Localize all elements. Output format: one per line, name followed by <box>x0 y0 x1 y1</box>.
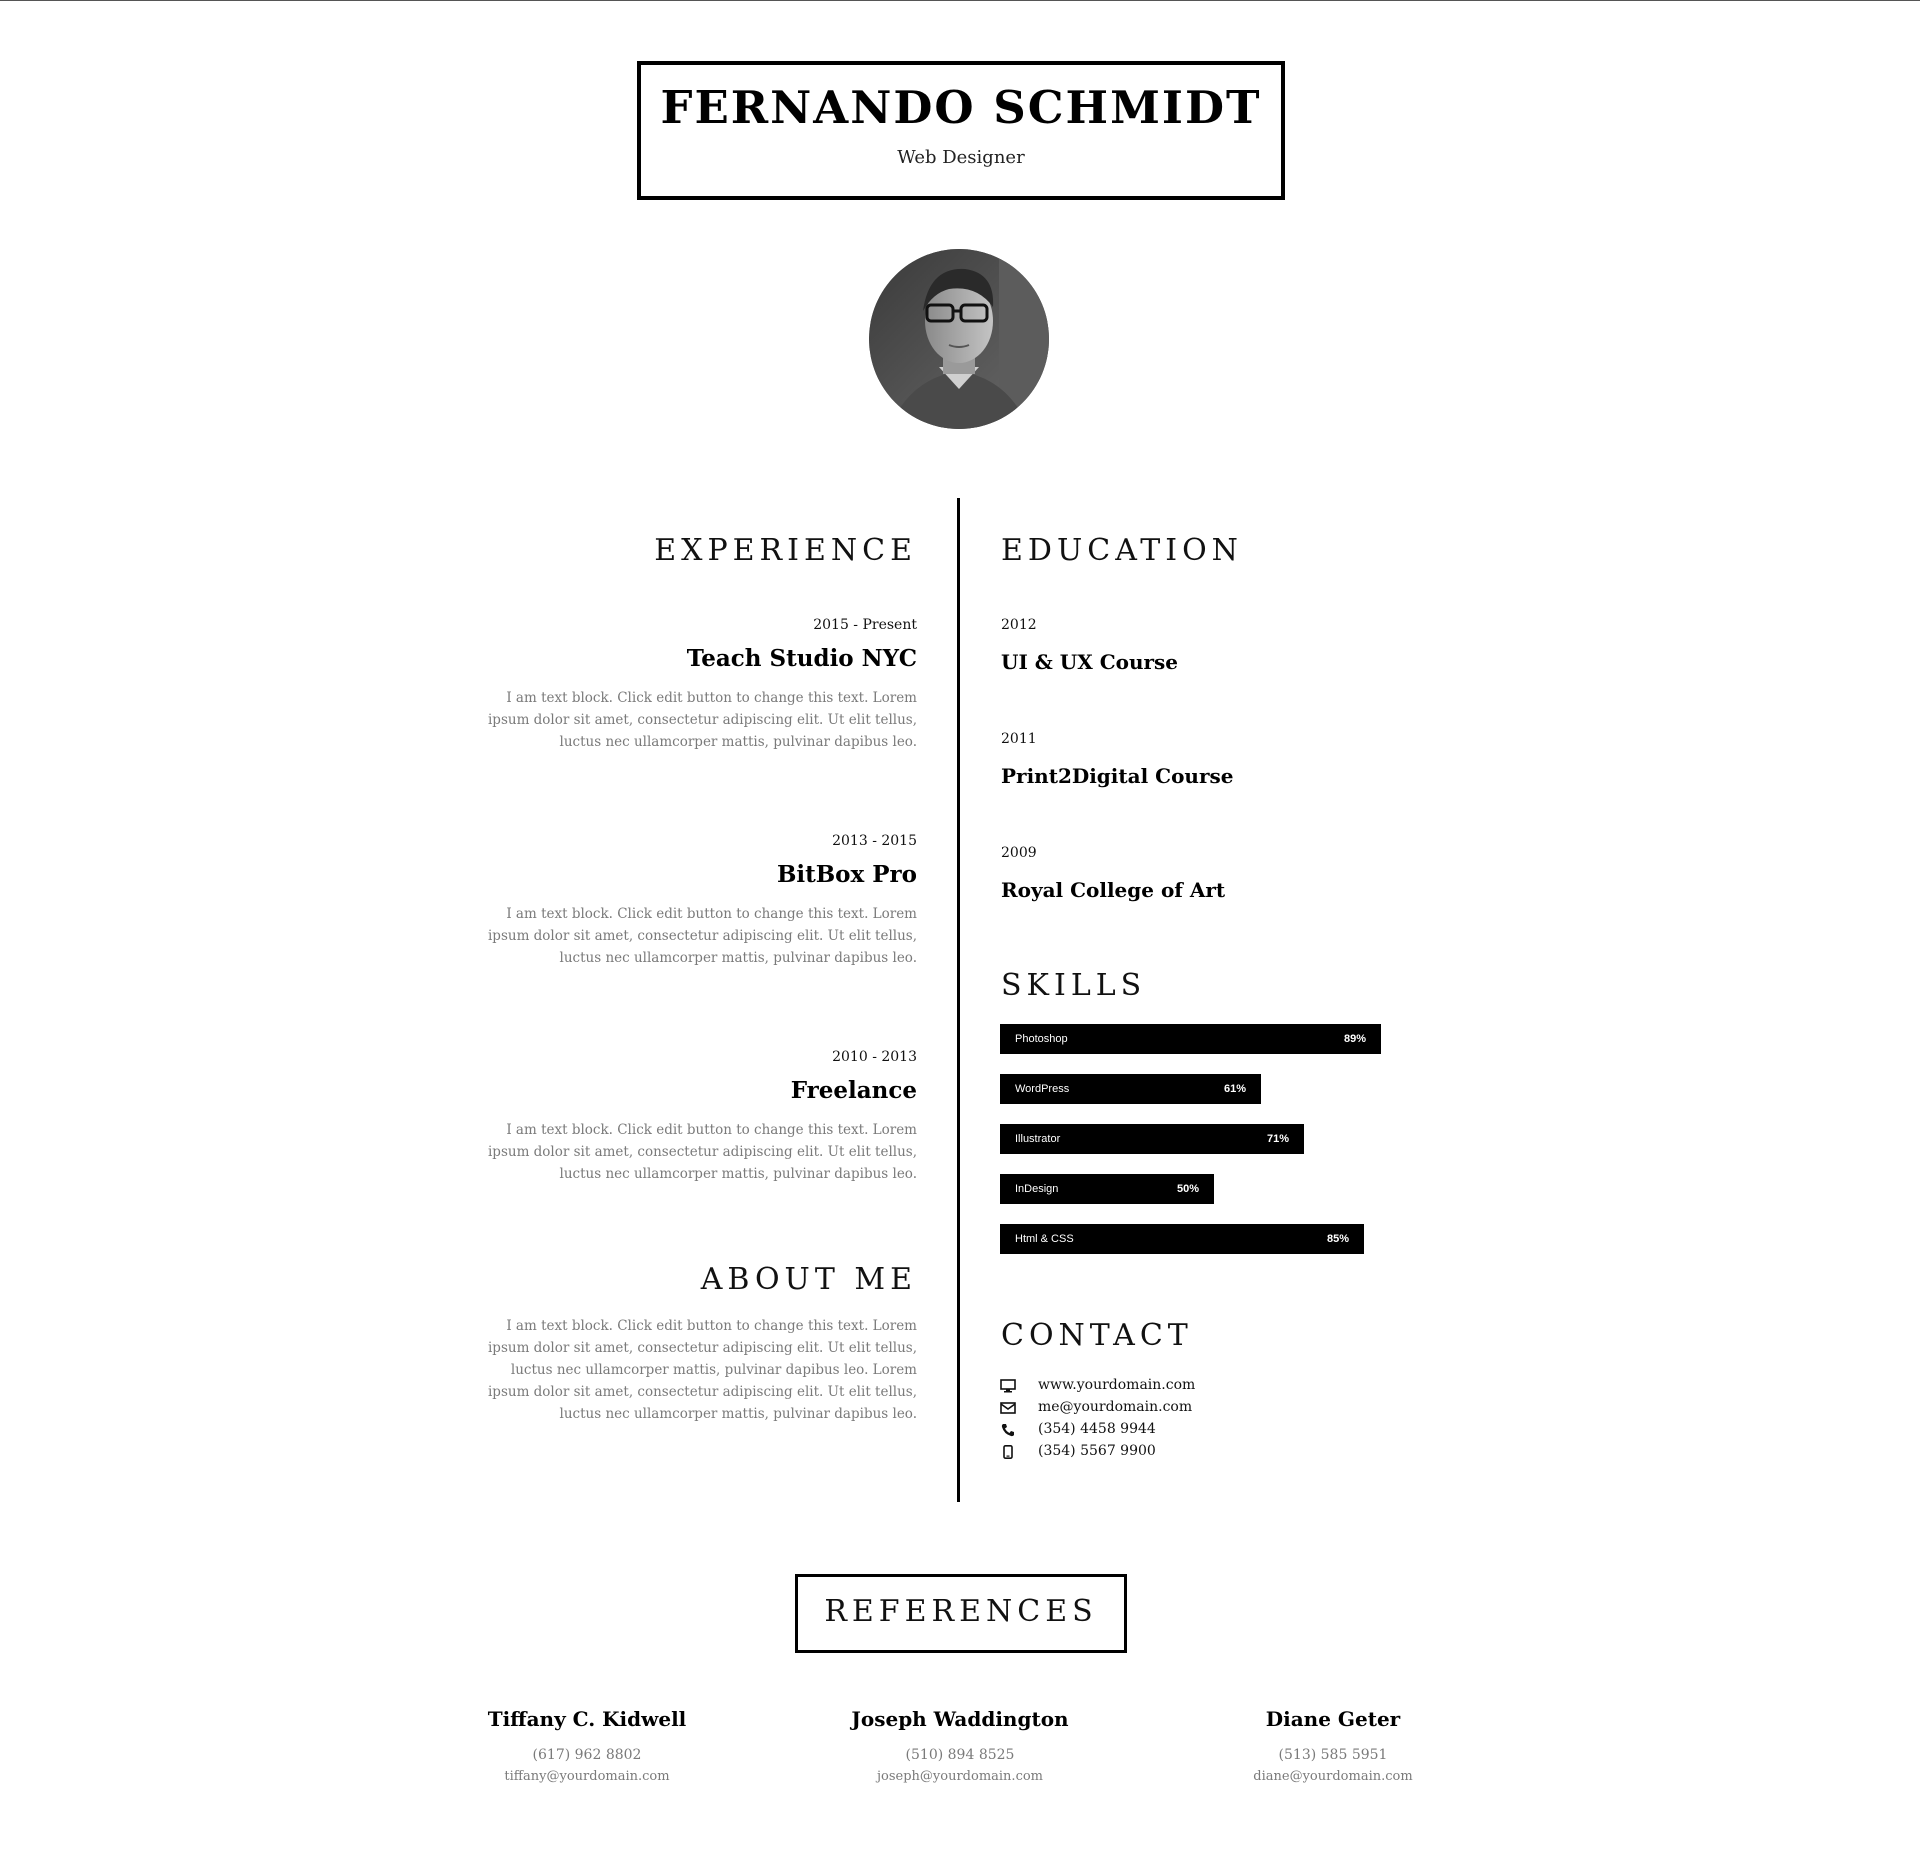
header-name-box <box>637 61 1285 200</box>
phone-icon <box>1000 1422 1016 1436</box>
contact-mobile-text: (354) 5567 9900 <box>1038 1443 1156 1459</box>
references-title-box <box>795 1574 1127 1653</box>
skill-percent: 71% <box>1266 1133 1289 1145</box>
skills-list <box>1000 1024 1400 1274</box>
reference-phone: (617) 962 8802 <box>532 1747 642 1763</box>
skill-bar <box>1000 1224 1364 1254</box>
education-year: 2012 <box>1001 617 1037 633</box>
experience-date: 2010 - 2013 <box>832 1049 917 1065</box>
experience-company: Teach Studio NYC <box>686 645 917 672</box>
reference-email[interactable]: diane@yourdomain.com <box>1253 1769 1413 1784</box>
reference-email[interactable]: tiffany@yourdomain.com <box>504 1769 670 1784</box>
envelope-icon <box>1000 1400 1016 1414</box>
skill-bar <box>1000 1124 1304 1154</box>
contact-website[interactable] <box>1000 1374 1300 1396</box>
reference-phone: (513) 585 5951 <box>1278 1747 1388 1763</box>
reference-name: Joseph Waddington <box>851 1707 1069 1731</box>
reference-name: Tiffany C. Kidwell <box>487 1707 687 1731</box>
top-border-line <box>0 0 1920 1</box>
contact-phone[interactable] <box>1000 1418 1300 1440</box>
contact-title: CONTACT <box>1001 1318 1193 1353</box>
experience-date: 2015 - Present <box>813 617 917 633</box>
skill-bar <box>1000 1074 1261 1104</box>
reference-card <box>810 1705 1110 1788</box>
education-course: Royal College of Art <box>1001 878 1226 902</box>
contact-list <box>1000 1374 1300 1462</box>
education-course: Print2Digital Course <box>1001 764 1234 788</box>
skill-bar <box>1000 1174 1214 1204</box>
skill-name: Html & CSS <box>1015 1233 1074 1245</box>
reference-card <box>1183 1705 1483 1788</box>
experience-date: 2013 - 2015 <box>832 833 917 849</box>
reference-name: Diane Geter <box>1265 1707 1401 1731</box>
education-course: UI & UX Course <box>1001 650 1179 674</box>
avatar-portrait <box>869 249 1049 429</box>
education-item <box>1001 616 1361 676</box>
avatar <box>869 249 1049 429</box>
person-name: FERNANDO SCHMIDT <box>660 81 1262 134</box>
education-year: 2009 <box>1001 845 1037 861</box>
mobile-icon <box>1000 1444 1016 1458</box>
monitor-icon <box>1000 1378 1016 1392</box>
skill-name: Illustrator <box>1015 1133 1061 1145</box>
skill-name: WordPress <box>1015 1083 1070 1095</box>
skills-title: SKILLS <box>1001 968 1147 1003</box>
reference-card <box>437 1705 737 1788</box>
reference-phone: (510) 894 8525 <box>905 1747 1015 1763</box>
about-description: I am text block. Click edit button to change this text. Lorem ipsum dolor sit amet, consectetur adipiscing elit. Ut elit tellus, luctus nec ullamcorper mattis, pulvinar dapibus leo. Lorem ipsum dolor sit amet, consectetur adipiscing elit. Ut elit tellus, luctus nec ullamcorper mattis, pulvinar dapibus leo. <box>487 1318 917 1422</box>
reference-email[interactable]: joseph@yourdomain.com <box>877 1769 1043 1784</box>
contact-email[interactable] <box>1000 1396 1300 1418</box>
references-title: REFERENCES <box>824 1594 1098 1629</box>
contact-website-text: www.yourdomain.com <box>1038 1377 1196 1393</box>
experience-description: I am text block. Click edit button to change this text. Lorem ipsum dolor sit amet, consectetur adipiscing elit. Ut elit tellus, luctus nec ullamcorper mattis, pulvinar dapibus leo. <box>487 1122 917 1182</box>
skill-percent: 61% <box>1223 1083 1246 1095</box>
skill-name: InDesign <box>1015 1183 1059 1195</box>
experience-description: I am text block. Click edit button to change this text. Lorem ipsum dolor sit amet, consectetur adipiscing elit. Ut elit tellus, luctus nec ullamcorper mattis, pulvinar dapibus leo. <box>487 906 917 966</box>
about-title: ABOUT ME <box>700 1262 917 1297</box>
education-item <box>1001 730 1361 790</box>
column-divider <box>957 498 960 1502</box>
about-block <box>487 1315 917 1425</box>
skill-percent: 85% <box>1326 1233 1349 1245</box>
skill-bar <box>1000 1024 1381 1054</box>
experience-description: I am text block. Click edit button to change this text. Lorem ipsum dolor sit amet, consectetur adipiscing elit. Ut elit tellus, luctus nec ullamcorper mattis, pulvinar dapibus leo. <box>487 690 917 750</box>
education-title: EDUCATION <box>1001 533 1243 568</box>
education-year: 2011 <box>1001 731 1037 747</box>
skill-percent: 50% <box>1176 1183 1199 1195</box>
experience-item <box>487 1048 917 1185</box>
person-role: Web Designer <box>897 147 1025 168</box>
experience-title: EXPERIENCE <box>654 533 917 568</box>
experience-item <box>487 616 917 753</box>
experience-company: BitBox Pro <box>776 861 917 888</box>
skill-percent: 89% <box>1343 1033 1366 1045</box>
contact-email-text: me@yourdomain.com <box>1038 1399 1193 1415</box>
education-item <box>1001 844 1361 904</box>
skill-name: Photoshop <box>1015 1033 1068 1045</box>
contact-mobile[interactable] <box>1000 1440 1300 1462</box>
experience-company: Freelance <box>790 1077 917 1104</box>
experience-item <box>487 832 917 969</box>
contact-phone-text: (354) 4458 9944 <box>1038 1421 1156 1437</box>
